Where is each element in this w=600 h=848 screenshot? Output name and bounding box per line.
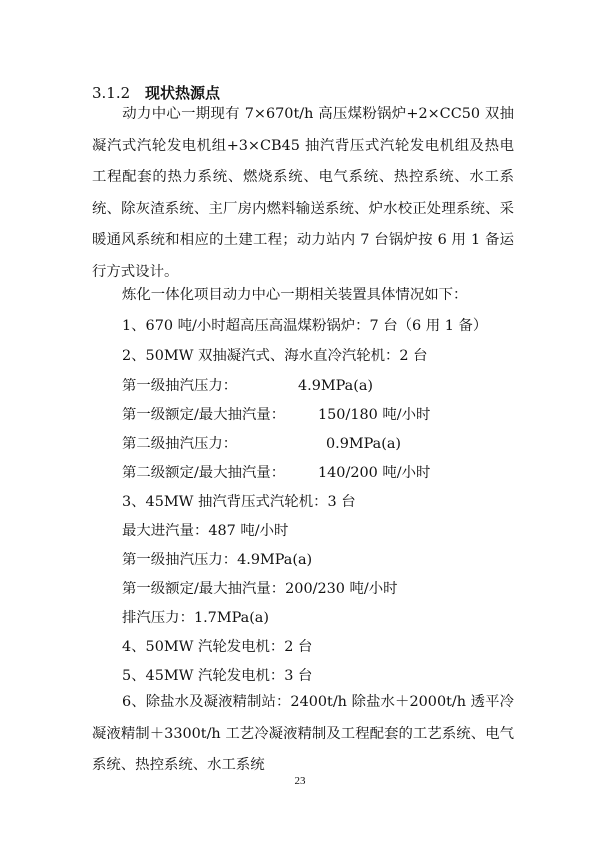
spec-line: 第一级抽汽压力：4.9MPa(a) [122,552,313,568]
spec-value: 150/180 吨/小时 [318,407,431,423]
paragraph-water-station [92,687,514,782]
paragraph-water-station-text: 6、除盐水及凝液精制站：2400t/h 除盐水＋2000t/h 透平冷凝液精制＋3300t/h 工艺冷凝液精制及工程配套的工艺系统、电气系统、热控系统、水工系统 [92,694,514,773]
paragraph-intro [92,99,514,288]
section-number: 3.1.2 [92,84,131,102]
list-item-backpressure-turbine: 3、45MW 抽汽背压式汽轮机：3 台 [122,494,356,510]
spec-value: 140/200 吨/小时 [318,465,431,481]
spec-line: 排汽压力：1.7MPa(a) [122,610,269,626]
page-number: 23 [294,775,306,787]
spec-label: 第二级抽汽压力： [122,436,238,452]
spec-label: 第二级额定/最大抽汽量： [122,465,286,481]
list-item-condensing-turbine: 2、50MW 双抽凝汽式、海水直冷汽轮机：2 台 [122,348,428,364]
section-title: 现状热源点 [144,84,220,102]
spec-label: 第一级额定/最大抽汽量： [122,407,286,423]
spec-row [122,435,402,453]
spec-row [122,464,431,482]
spec-line: 最大进汽量：487 吨/小时 [122,523,289,539]
paragraph-overview: 炼化一体化项目动力中心一期相关装置具体情况如下： [122,287,468,303]
paragraph-intro-text: 动力中心一期现有 7×670t/h 高压煤粉锅炉+2×CC50 双抽凝汽式汽轮发电机组+3×CB45 抽汽背压式汽轮发电机组及热电工程配套的热力系统、燃烧系统、电气系统、热控系统、水工系统、除灰渣系统、主厂房内燃料输送系统、炉水校正处理系统、采暖通风系统和相应的土建工程；动力站内 7 台锅炉按 6 用 1 备运行方式设计。 [92,106,514,280]
list-item-generator-50mw: 4、50MW 汽轮发电机：2 台 [122,639,313,655]
spec-value: 0.9MPa(a) [326,436,402,452]
spec-row [122,406,431,424]
list-item-boiler: 1、670 吨/小时超高压高温煤粉锅炉：7 台（6 用 1 备） [122,318,488,334]
spec-line: 第一级额定/最大抽汽量：200/230 吨/小时 [122,581,398,597]
spec-row [122,377,374,395]
spec-label: 第一级抽汽压力： [122,378,238,394]
list-item-generator-45mw: 5、45MW 汽轮发电机：3 台 [122,668,313,684]
spec-value: 4.9MPa(a) [298,378,374,394]
